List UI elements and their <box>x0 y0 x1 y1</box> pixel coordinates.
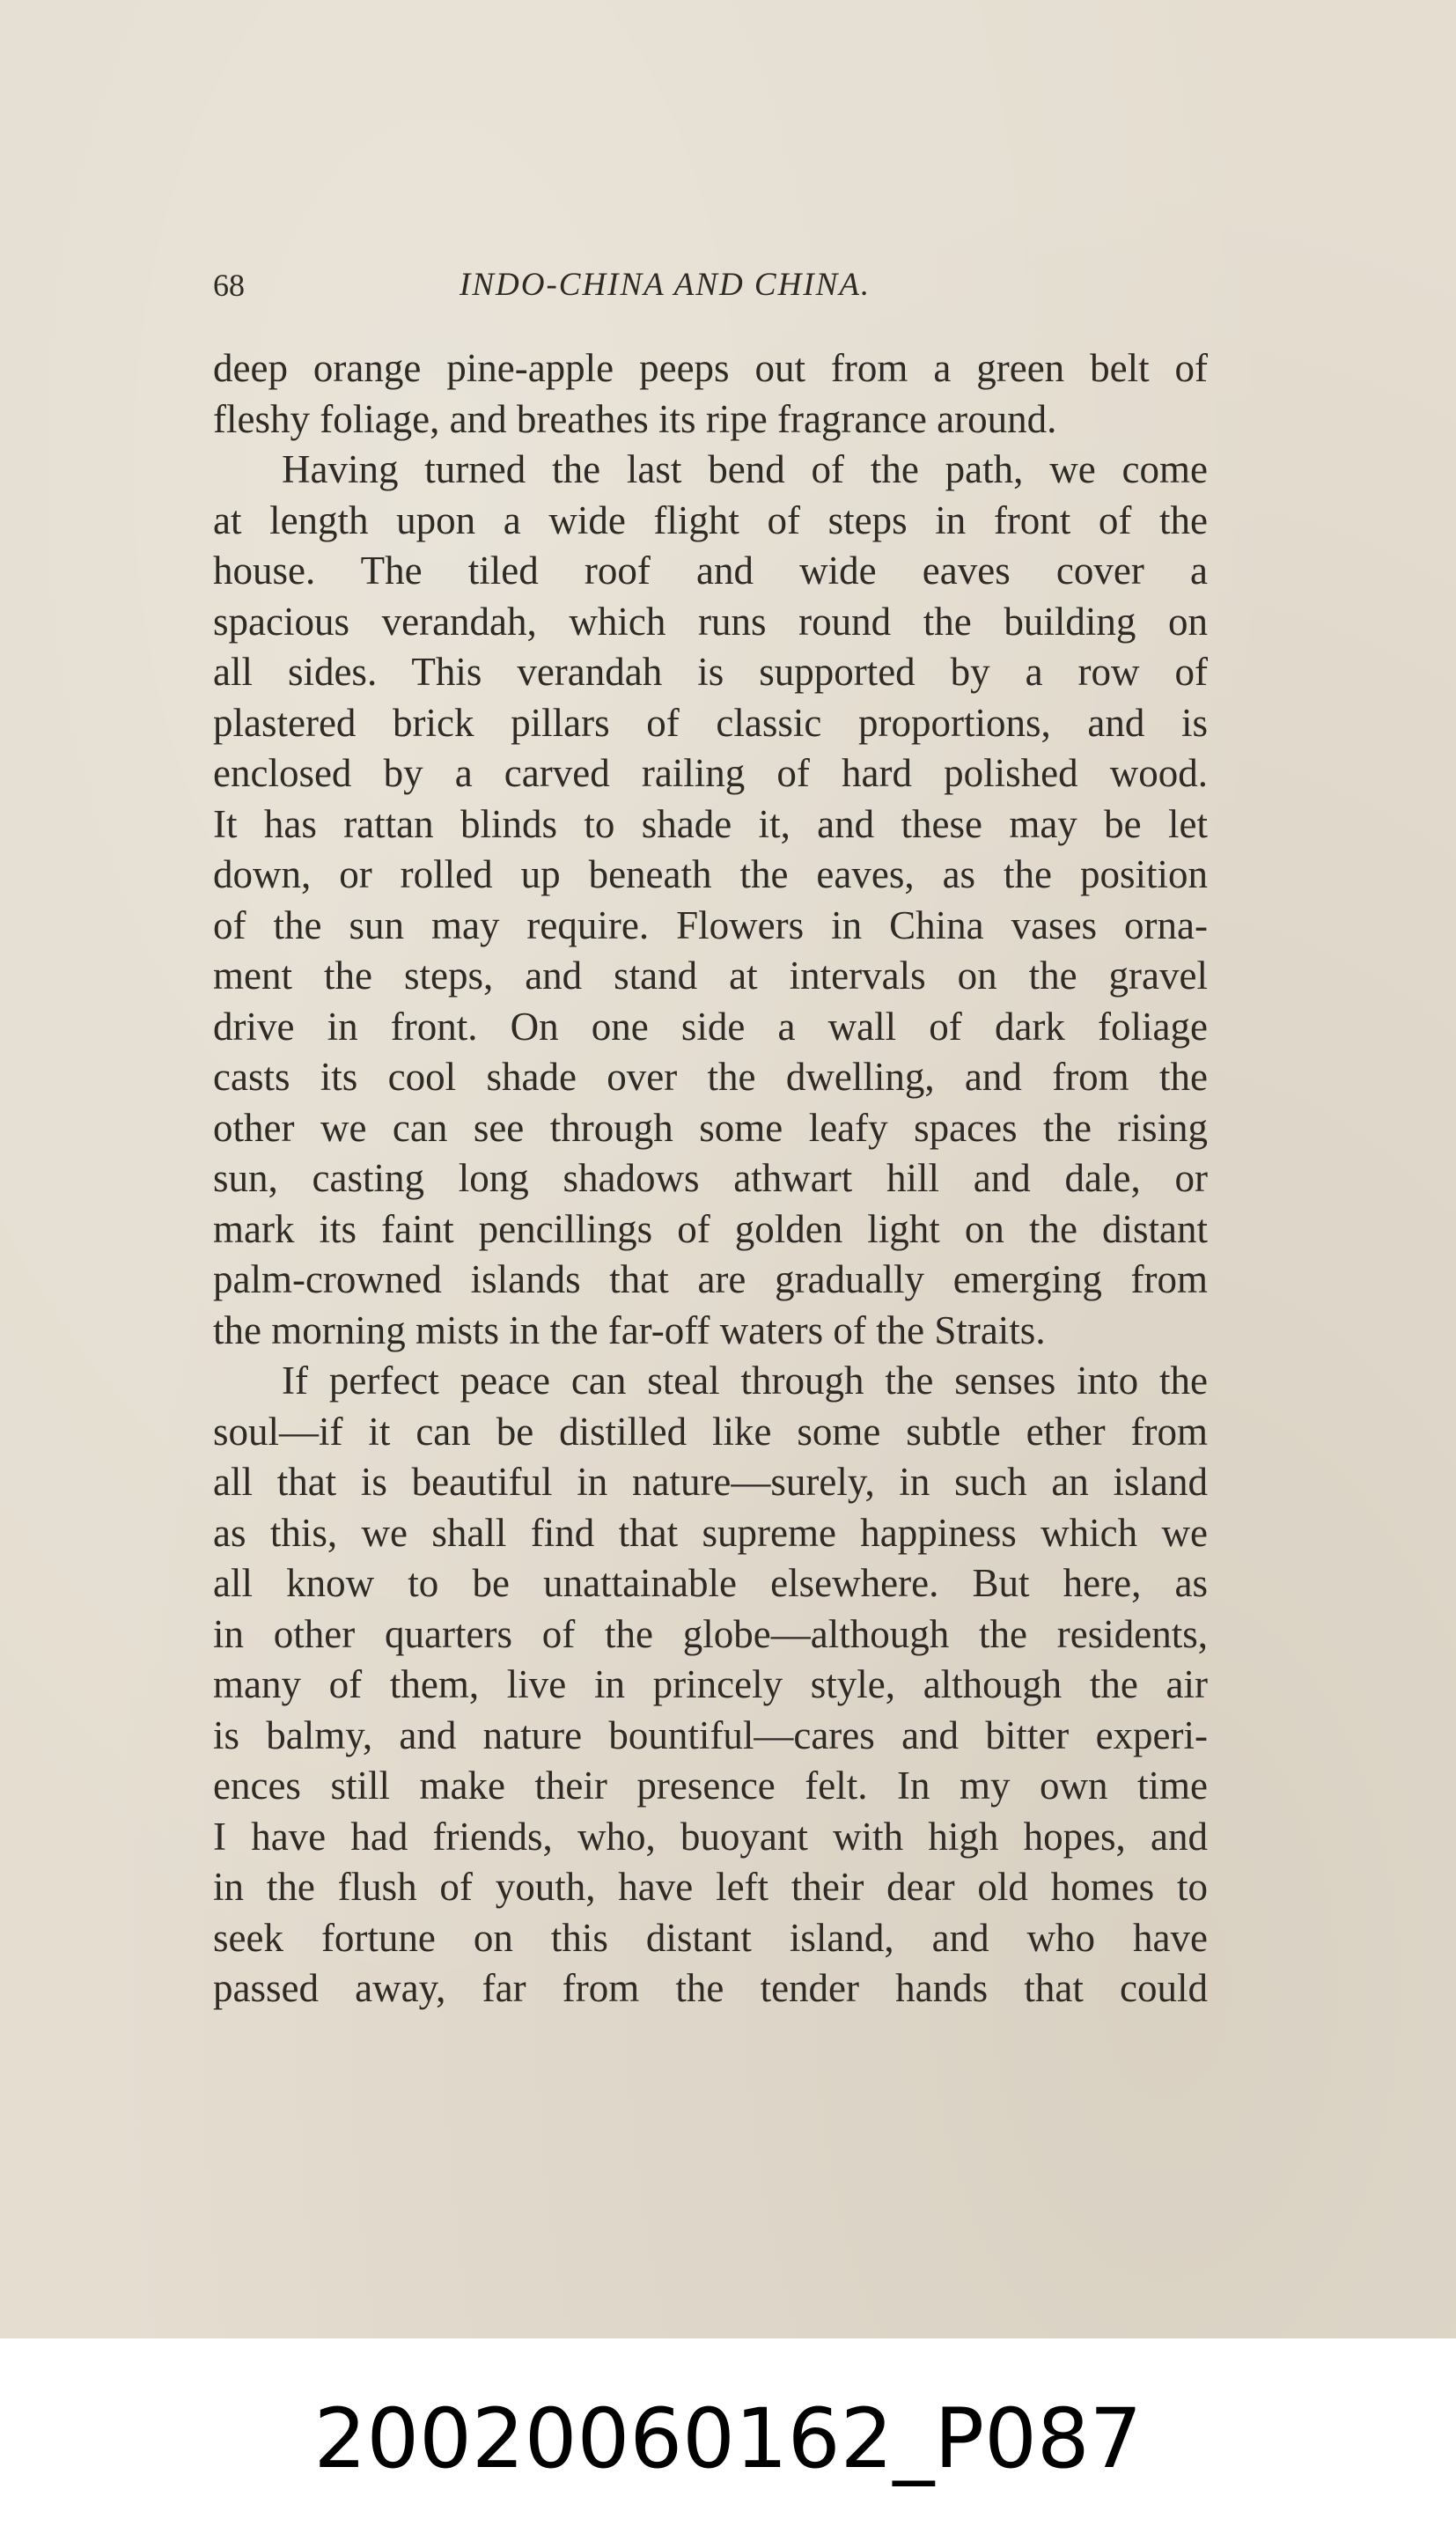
text-line: palm-crowned islands that are gradually emerging from <box>213 1257 1208 1301</box>
text-line: as this, we shall find that supreme happiness which we <box>213 1510 1208 1555</box>
running-title: INDO-CHINA AND CHINA. <box>460 267 871 303</box>
body-text <box>213 343 1208 2014</box>
text-line: other we can see through some leafy spaces the rising <box>213 1105 1208 1150</box>
text-line: It has rattan blinds to shade it, and these may be let <box>213 801 1208 846</box>
text-line: the morning mists in the far-off waters of the Straits. <box>213 1307 1046 1352</box>
text-line: plastered brick pillars of classic proportions, and is <box>213 700 1208 745</box>
text-line: all that is beautiful in nature—surely, in such an island <box>213 1460 1208 1504</box>
text-line: spacious verandah, which runs round the building on <box>213 599 1208 644</box>
text-line: in the flush of youth, have left their dear old homes to <box>213 1865 1208 1909</box>
text-line: is balmy, and nature bountiful—cares and bitter experi- <box>213 1712 1208 1757</box>
text-line: all know to be unattainable elsewhere. But here, as <box>213 1561 1208 1605</box>
text-line: house. The tiled roof and wide eaves cover a <box>213 549 1208 593</box>
text-line: enclosed by a carved railing of hard polished wood. <box>213 751 1208 795</box>
text-line: fleshy foliage, and breathes its ripe fragrance around. <box>213 396 1057 441</box>
text-line: mark its faint pencillings of golden light on the distant <box>213 1206 1208 1251</box>
text-line: down, or rolled up beneath the eaves, as the position <box>213 852 1208 896</box>
text-line: deep orange pine-apple peeps out from a green belt of <box>213 346 1208 390</box>
text-line: casts its cool shade over the dwelling, and from the <box>213 1055 1208 1099</box>
text-line: seek fortune on this distant island, and who have <box>213 1915 1208 1960</box>
text-line: passed away, far from the tender hands that could <box>213 1966 1208 2010</box>
text-line: drive in front. On one side a wall of dark foliage <box>213 1004 1208 1049</box>
text-line: at length upon a wide flight of steps in front of the <box>213 497 1208 542</box>
text-line: all sides. This verandah is supported by a row of <box>213 650 1208 694</box>
image-id-caption: 20020060162_P087 <box>313 2391 1143 2487</box>
text-line: of the sun may require. Flowers in China vases orna- <box>213 902 1208 947</box>
text-line: I have had friends, who, buoyant with high hopes, and <box>213 1814 1208 1859</box>
text-line: Having turned the last bend of the path, we come <box>282 447 1208 491</box>
page-number: 68 <box>213 268 245 303</box>
text-line: ment the steps, and stand at intervals on the gravel <box>213 954 1208 998</box>
text-line: in other quarters of the globe—although the residents, <box>213 1611 1208 1656</box>
text-line: many of them, live in princely style, although the air <box>213 1662 1208 1706</box>
text-line: ences still make their presence felt. In my own time <box>213 1764 1208 1808</box>
text-line: sun, casting long shadows athwart hill and dale, or <box>213 1156 1208 1200</box>
text-line: If perfect peace can steal through the senses into the <box>282 1359 1208 1403</box>
page-header <box>213 261 1208 313</box>
text-line: soul—if it can be distilled like some subtle ether from <box>213 1409 1208 1454</box>
